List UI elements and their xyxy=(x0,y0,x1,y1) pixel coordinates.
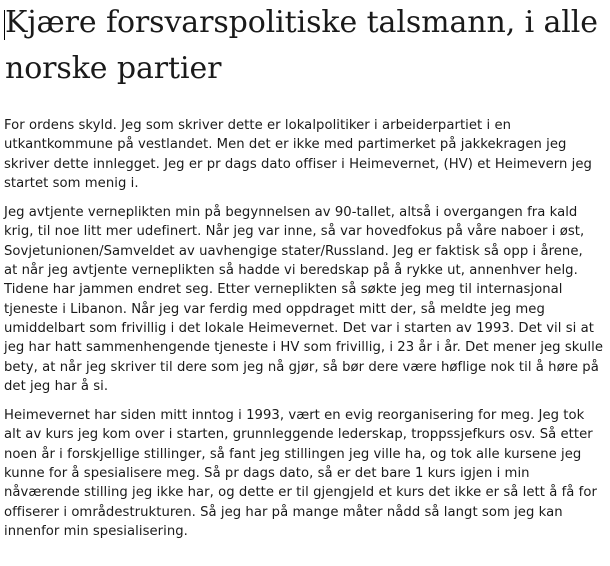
paragraph-2 xyxy=(4,203,604,396)
text-line: det jeg har å si. xyxy=(4,378,109,394)
text-line: jeg har hatt sammenhengende tjeneste i HV som frivillig, i 23 år i år. Det mener jeg skulle xyxy=(4,340,604,356)
text-line: noen år i forskjellige stillinger, så fant jeg stillingen jeg ville ha, og tok alle kursene jeg xyxy=(4,446,582,462)
text-line: bety, at når jeg skriver til dere som jeg nå gjør, så bør dere være høflige nok til å høre på xyxy=(4,359,599,375)
document-body[interactable] xyxy=(4,116,604,541)
text-line: umiddelbart som frivillig i det lokale Heimevernet. Det var i starten av 1993. Det vil si at xyxy=(4,320,594,336)
text-line: Jeg avtjente verneplikten min på begynnelsen av 90-tallet, altså i overgangen fra kald xyxy=(4,205,578,221)
text-line: innenfor min spesialisering. xyxy=(4,523,188,539)
text-line: tjeneste i Libanon. Når jeg var ferdig med oppdraget mitt der, så meldte jeg meg xyxy=(4,301,545,317)
text-line: alt av kurs jeg kom over i starten, grunnleggende lederskap, troppssjefkurs osv. Så etter xyxy=(4,427,593,443)
text-line: Heimevernet har siden mitt inntog i 1993, vært en evig reorganisering for meg. Jeg tok xyxy=(4,408,585,424)
text-line: krig, til noe litt mer udefinert. Når jeg var inne, så var hovedfokus på våre naboer i øst, xyxy=(4,224,585,240)
document-title[interactable] xyxy=(4,0,604,92)
document-title-block xyxy=(4,0,604,92)
text-line: Sovjetunionen/Samveldet av uavhengige stater/Russland. Jeg er faktisk så opp i årene, xyxy=(4,243,583,259)
text-line: skriver dette innlegget. Jeg er pr dags dato offiser i Heimevernet, (HV) et Heimevern jeg xyxy=(4,156,592,172)
paragraph-3 xyxy=(4,406,604,541)
document-page xyxy=(4,0,604,551)
text-line: offiserer i områdestrukturen. Så jeg har på mange måter nådd så langt som jeg kan xyxy=(4,504,563,520)
title-line: norske partier xyxy=(5,51,222,86)
paragraph-1 xyxy=(4,116,604,193)
text-line: kunne for å spesialisere meg. Så pr dags dato, så er det bare 1 kurs igjen i min xyxy=(4,466,530,482)
text-line: nåværende stilling jeg ikke har, og dette er til gjengjeld et kurs det ikke er så lett å få for xyxy=(4,485,597,501)
text-line: For ordens skyld. Jeg som skriver dette er lokalpolitiker i arbeiderpartiet i en xyxy=(4,118,512,133)
text-line: startet som menig i. xyxy=(4,175,139,191)
text-cursor xyxy=(4,10,5,40)
text-line: utkantkommune på vestlandet. Men det er ikke med partimerket på jakkekragen jeg xyxy=(4,137,567,153)
text-line: Tidene har jammen endret seg. Etter verneplikten så søkte jeg meg til internasjonal xyxy=(4,282,563,298)
text-line: at når jeg avtjente verneplikten så hadde vi beredskap på å rykke ut, annenhver helg. xyxy=(4,263,578,279)
title-line: Kjære forsvarspolitiske talsmann, i alle xyxy=(5,5,598,40)
